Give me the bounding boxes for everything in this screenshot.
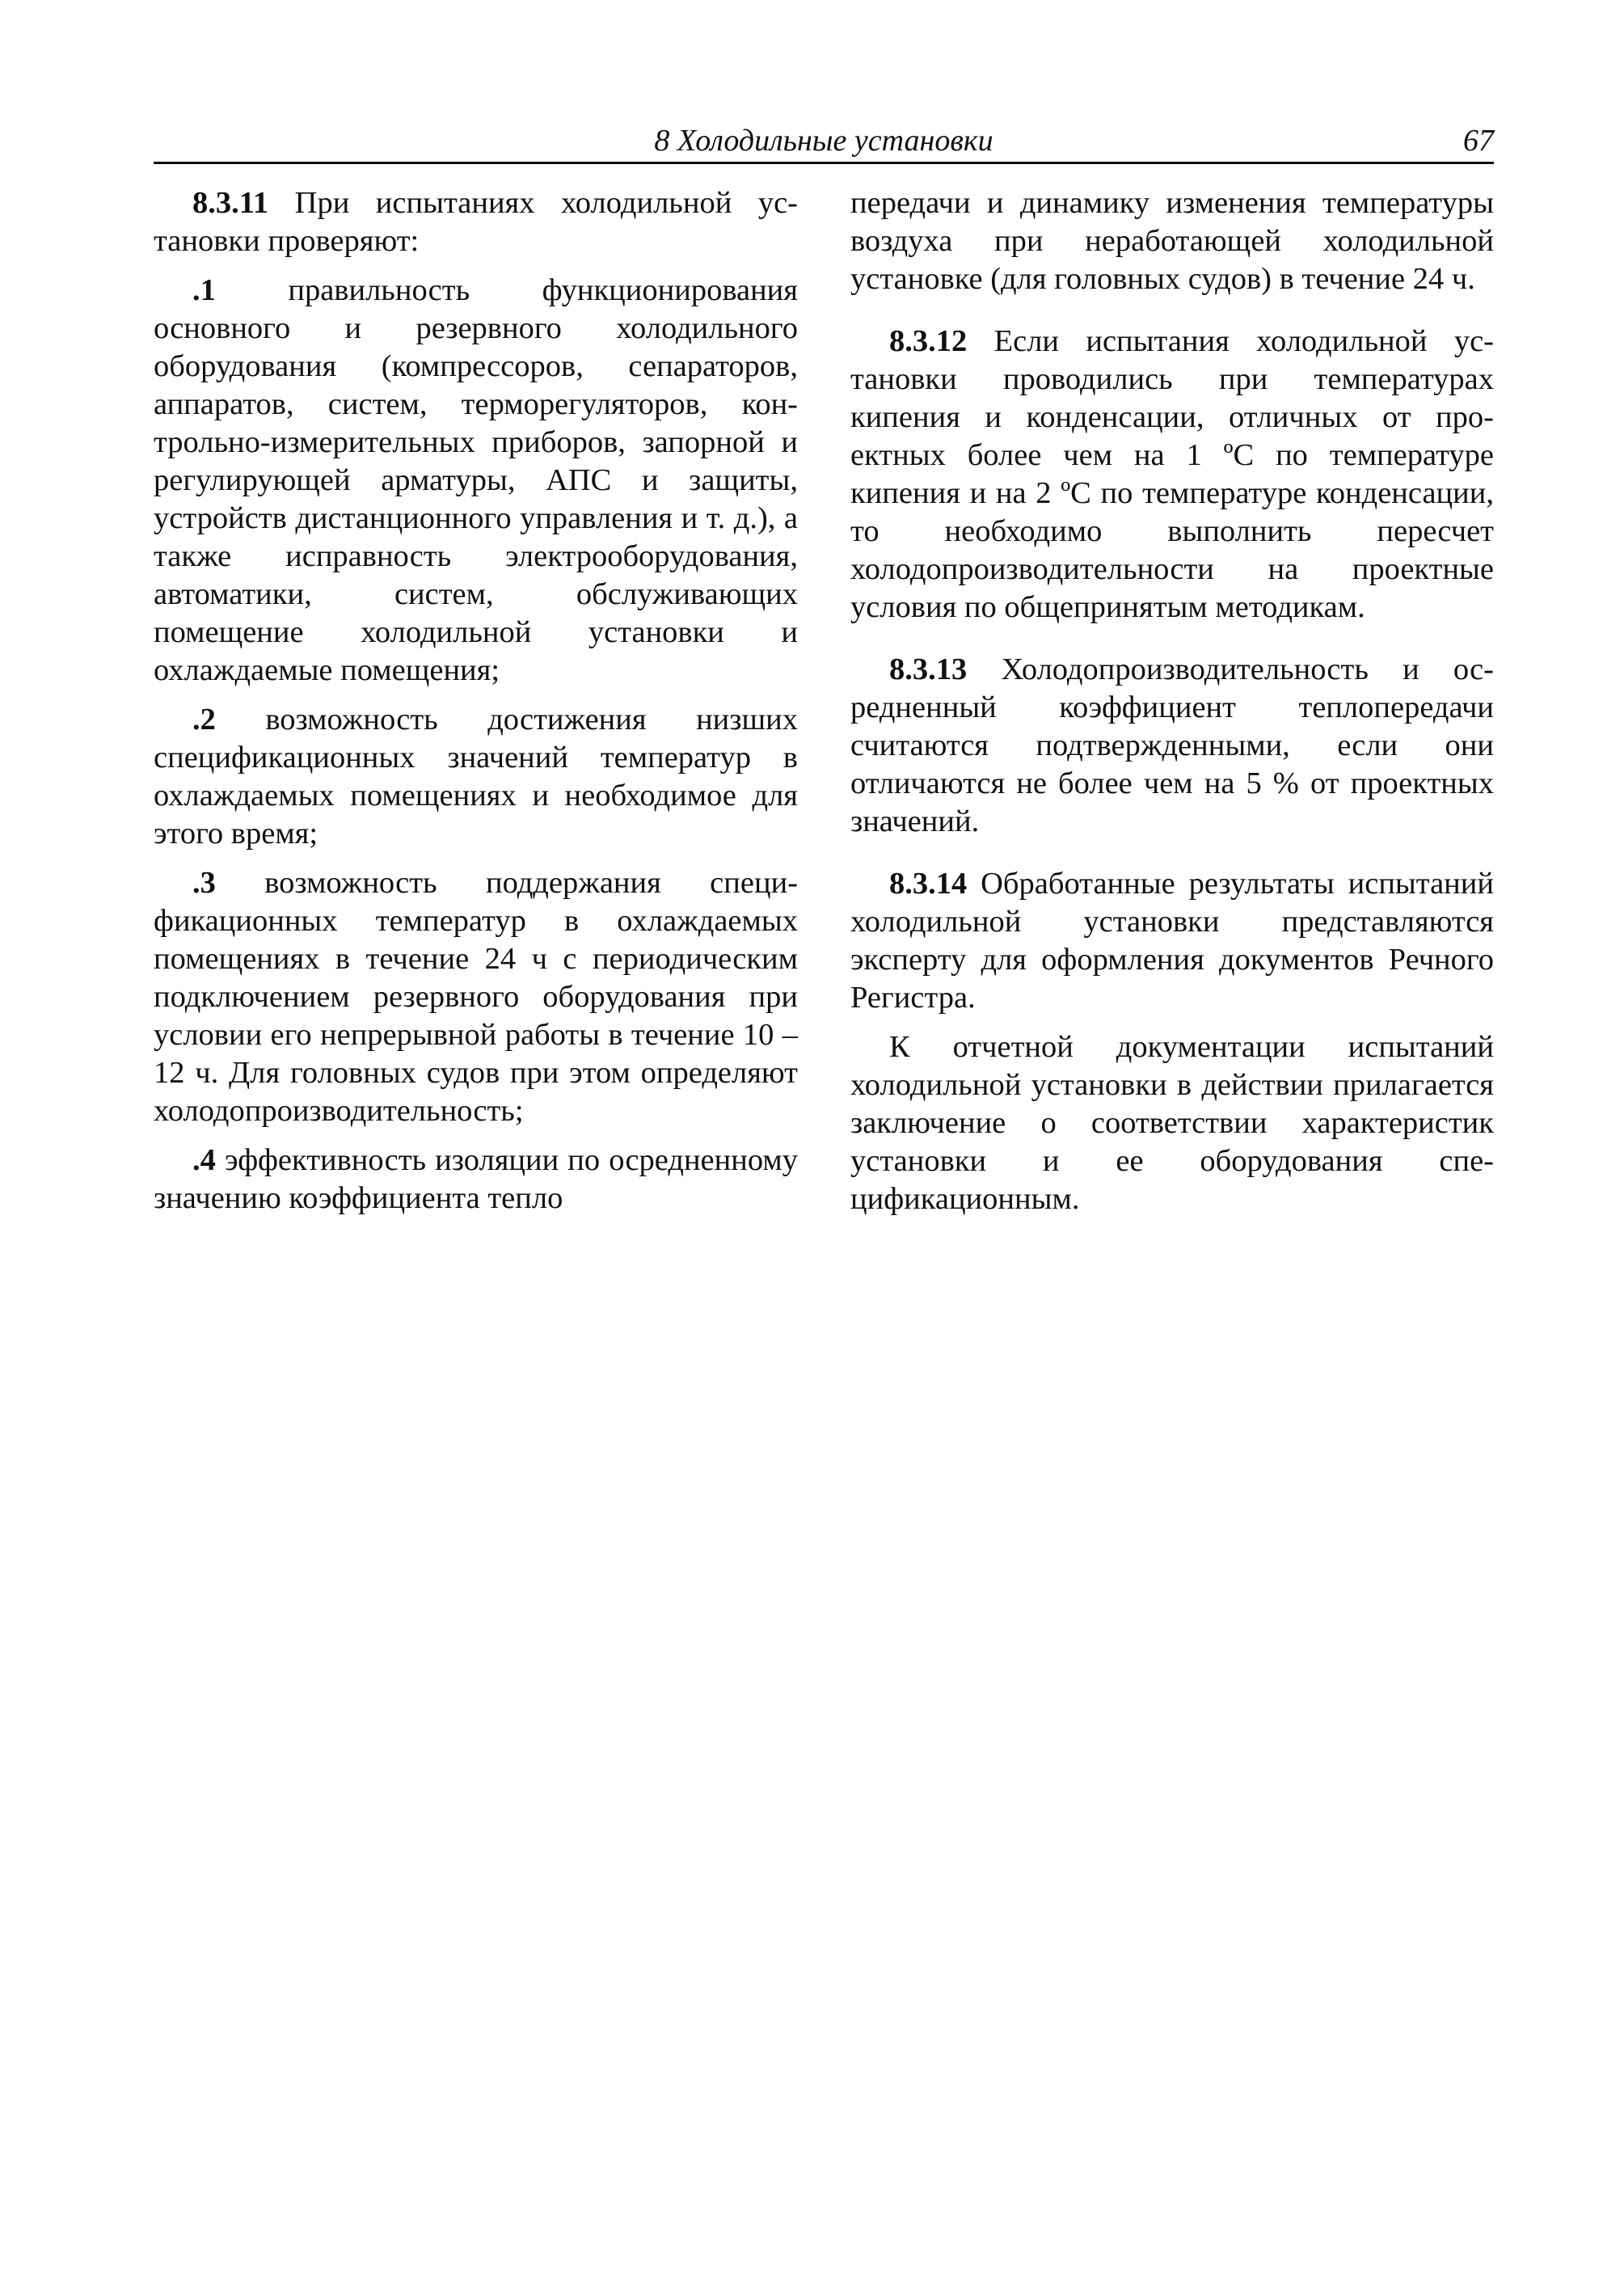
paragraph-documentation (850, 1028, 1494, 1218)
paragraph-continuation (850, 184, 1494, 298)
item-text: возможность достижения низших спецификационных значений температур в охлаждаемых помещениях и необходимое для этого время; (154, 703, 798, 851)
right-column (850, 184, 1494, 1230)
continuation-text: передачи и динамику изменения температуры воздуха при неработающей холодильной установке (для головных судов) в течение 24 ч. (850, 186, 1494, 296)
clause-number: 8.3.14 (889, 867, 968, 901)
list-item-2 (154, 701, 798, 853)
clause-number: 8.3.11 (192, 186, 269, 220)
paragraph-8-3-13 (850, 651, 1494, 841)
paragraph-8-3-14 (850, 865, 1494, 1017)
list-item-1 (154, 272, 798, 690)
left-column (154, 184, 798, 1229)
paragraph-8-3-11 (154, 184, 798, 260)
page-number: 67 (1463, 124, 1494, 158)
item-text: правильность функционирования основного и резервного холодильного оборудования (компрессоров, сепараторов, аппаратов, систем, терморегуляторов, контрольно-измерительных приборов, запорной и регулирующей арматуры, АПС и защиты, устройств дистанционного управления и т. д.), а также исправность электрооборудования, автоматики, систем, обслуживающих помещение холодильной установки и охлаждаемые помещения; (154, 273, 798, 687)
item-number: .2 (192, 703, 216, 737)
clause-number: 8.3.12 (889, 324, 968, 358)
clause-number: 8.3.13 (889, 652, 968, 686)
paragraph-8-3-12 (850, 323, 1494, 627)
item-number: .4 (192, 1143, 216, 1177)
clause-text: При испытаниях холодильной установки проверяют: (154, 186, 798, 258)
item-number: .3 (192, 866, 216, 900)
running-header (154, 120, 1494, 164)
item-number: .1 (192, 273, 216, 307)
clause-text: Обработанные результаты испытаний холодильной установки представляются эксперту для оформления документов Речного Регистра. (850, 867, 1494, 1015)
clause-text: Холодопроизводительность и осредненный коэффициент теплопередачи считаются подтвержденными, если они отличаются не более чем на 5 % от проектных значений. (850, 652, 1494, 838)
chapter-title: 8 Холодильные установки (654, 124, 993, 158)
item-text: эффективность изоляции по осредненному значению коэффициента тепло (154, 1143, 798, 1215)
clause-text: Если испытания холодильной установки проводились при температурах кипения и конденсации, отличных от проектных более чем на 1 ºС по температуре кипения и на 2 ºС по температуре конденсации, то необходимо выполнить пересчет холодопроизводительности на проектные условия по общепринятым методикам. (850, 324, 1494, 624)
paragraph-text: К отчетной документации испытаний холодильной установки в действии прилагается заключение о соответствии характеристик установки и ее оборудования спецификационным. (850, 1030, 1494, 1216)
list-item-3 (154, 864, 798, 1130)
list-item-4 (154, 1142, 798, 1218)
item-text: возможность поддержания спецификационных температур в охлаждаемых помещениях в течение 24 ч с периодическим подключением резервного оборудования при условии его непрерывной работы в течение 10 – 12 ч. Для головных судов при этом определяют холодопроизводительность; (154, 866, 798, 1128)
